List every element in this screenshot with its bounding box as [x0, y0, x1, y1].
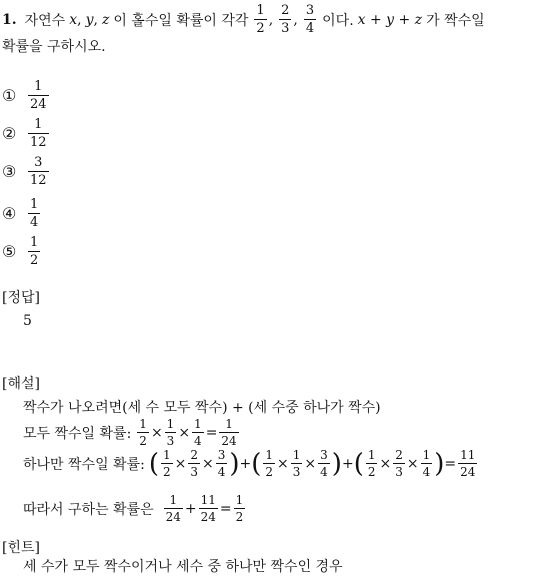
term-fraction: $\frac{1}{3}$: [166, 417, 175, 448]
prob-fraction: $\frac{2}{3}$: [281, 3, 290, 36]
term-fraction: $\frac{2}{3}$: [395, 448, 403, 479]
sum-expression: x + y + z: [357, 11, 423, 28]
term-fraction: $\frac{1}{24}$: [165, 493, 181, 524]
question-number: 1.: [2, 11, 17, 28]
choice-mark: ⑤: [2, 242, 17, 261]
choice-2[interactable]: [2, 118, 51, 149]
choice-mark: ②: [2, 124, 17, 143]
question-text-mid: 이 홀수일 확률이 각각: [113, 12, 249, 29]
explanation-line-2: 모두 짝수일 확률: $\frac{1}{2}$ × $\frac{1}{3}$ × $\frac{1}{4}$ = $\frac{1}{24}$: [23, 417, 237, 448]
choice-mark: ①: [2, 86, 17, 105]
term-fraction: $\frac{1}{4}$: [422, 448, 431, 479]
answer-label: [정답]: [2, 290, 40, 306]
term-fraction: $\frac{1}{2}$: [367, 448, 376, 479]
answer-value: 5: [23, 313, 32, 329]
var-y: y: [85, 11, 94, 28]
term-fraction: $\frac{1}{4}$: [194, 417, 202, 448]
term-fraction: $\frac{2}{3}$: [190, 448, 198, 479]
question-text-end: 가 짝수일: [426, 12, 485, 29]
var-z: z: [101, 11, 110, 28]
term-fraction: $\frac{1}{3}$: [292, 448, 301, 479]
hint-text: 세 수가 모두 짝수이거나 세수 중 하나만 짝수인 경우: [23, 559, 343, 575]
choice-fraction: $\frac{1}{4}$: [30, 197, 39, 230]
term-fraction: $\frac{3}{4}$: [320, 448, 328, 479]
term-fraction: $\frac{11}{24}$: [200, 493, 216, 524]
all-even-label: 모두 짝수일 확률:: [23, 425, 132, 442]
prob-fraction: $\frac{3}{4}$: [305, 3, 315, 36]
question-line-2: 확률을 구하시오.: [2, 39, 106, 55]
question-line-1: 1. 자연수 x , y , z 이 홀수일 확률이 각각 $\frac{1}{2}$ , $\frac{2}{3}$ , $\frac{3}{4}$ 이다. x + y + z 가 짝수일: [2, 3, 485, 36]
question-text-pre: 자연수: [24, 12, 66, 29]
choice-fraction: $\frac{3}{12}$: [30, 155, 47, 188]
hint-label: [힌트]: [2, 540, 40, 556]
prob-fraction: $\frac{1}{2}$: [256, 3, 265, 36]
choice-mark: ④: [2, 204, 17, 223]
result-fraction: $\frac{1}{2}$: [235, 493, 244, 524]
choice-fraction: $\frac{1}{2}$: [30, 235, 39, 268]
explanation-line-4: 따라서 구하는 확률은 $\frac{1}{24}$ + $\frac{11}{24}$ = $\frac{1}{2}$: [23, 493, 244, 524]
explanation-label: [해설]: [2, 376, 40, 392]
conclusion-label: 따라서 구하는 확률은: [23, 501, 154, 518]
choice-4[interactable]: [2, 198, 42, 229]
choice-fraction: $\frac{1}{24}$: [30, 79, 47, 112]
explanation-line-3: 하나만 짝수일 확률: ( $\frac{1}{2}$ × $\frac{2}{3}$ × $\frac{3}{4}$ ) + ( $\frac{1}{2}$ × $\frac{1}{3}$ × $\frac{3}{4}$ ) + ( $\frac{1}{2}$ × $\frac{2}{3}$ × $\frac{1}{4}$ ) = $\frac{11}{24}$: [23, 448, 476, 479]
choice-5[interactable]: [2, 236, 42, 267]
explanation-line-1: 짝수가 나오려면(세 수 모두 짝수) + (세 수중 하나가 짝수): [23, 400, 381, 416]
term-fraction: $\frac{3}{4}$: [217, 448, 226, 479]
question-text-post: 이다.: [322, 12, 354, 29]
choice-1[interactable]: [2, 80, 51, 111]
one-even-label: 하나만 짝수일 확률:: [23, 456, 145, 473]
term-fraction: $\frac{1}{2}$: [162, 448, 171, 479]
result-fraction: $\frac{1}{24}$: [221, 417, 237, 448]
var-x: x: [69, 11, 78, 28]
result-fraction: $\frac{11}{24}$: [460, 448, 476, 479]
choice-mark: ③: [2, 162, 17, 181]
term-fraction: $\frac{1}{2}$: [139, 417, 147, 448]
choice-3[interactable]: [2, 156, 51, 187]
choice-fraction: $\frac{1}{12}$: [30, 117, 47, 150]
term-fraction: $\frac{1}{2}$: [265, 448, 274, 479]
